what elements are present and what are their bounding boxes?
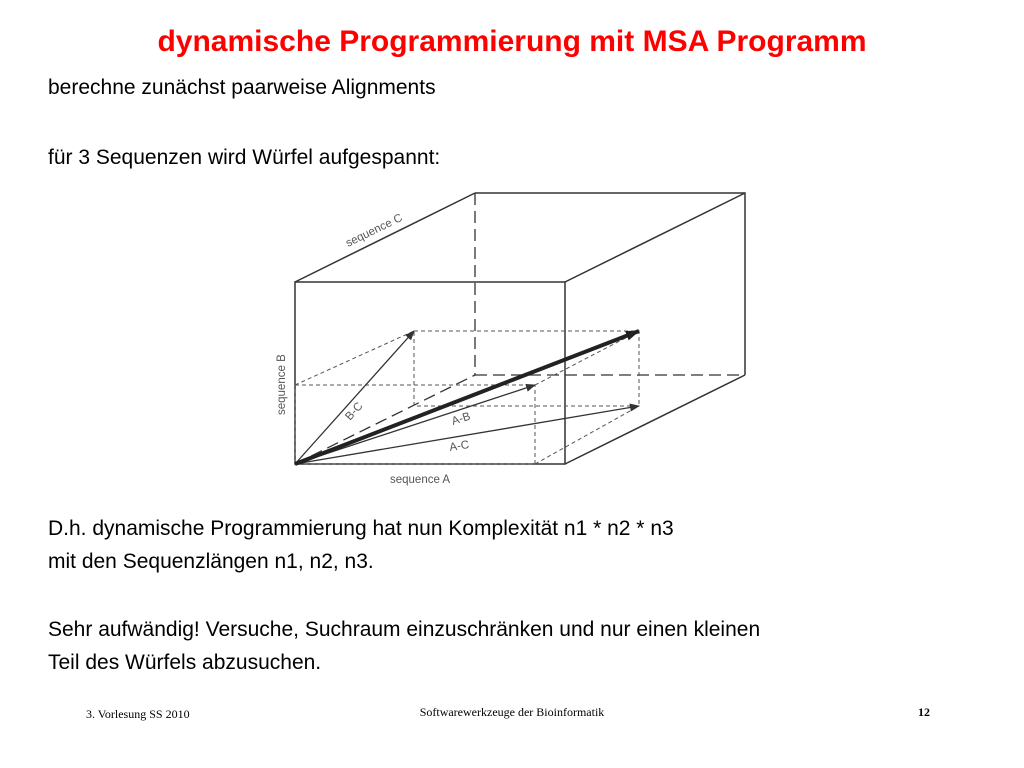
text-cube-spanned: für 3 Sequenzen wird Würfel aufgespannt:: [48, 146, 441, 169]
text-search-subset: Teil des Würfels abzusuchen.: [48, 651, 322, 674]
cube-front-face: [295, 282, 565, 464]
slide-title: dynamische Programmierung mit MSA Programm: [157, 25, 867, 58]
footer-course: Softwarewerkzeuge der Bioinformatik: [419, 705, 605, 719]
cube-back-edges: [475, 193, 745, 375]
cube-hidden-diagonal: [295, 375, 475, 464]
subcube-edge-1: [295, 331, 414, 385]
label-sequence-c: sequence C: [344, 212, 405, 250]
cube-edge-bottom-right: [565, 375, 745, 464]
text-pairwise-alignments: berechne zunächst paarweise Alignments: [48, 76, 436, 99]
cube-edge-top-right: [565, 193, 745, 282]
label-ac: A-C: [448, 439, 471, 454]
text-complexity: D.h. dynamische Programmierung hat nun Komplexität n1 * n2 * n3: [48, 517, 674, 540]
label-sequence-b: sequence B: [276, 354, 288, 415]
text-sequence-lengths: mit den Sequenzlängen n1, n2, n3.: [48, 550, 374, 573]
text-expensive: Sehr aufwändig! Versuche, Suchraum einzuschränken und nur einen kleinen: [48, 618, 761, 641]
label-bc: B-C: [343, 400, 366, 424]
footer-lecture: 3. Vorlesung SS 2010: [86, 707, 190, 721]
cube-diagram: [260, 185, 760, 495]
cube-edge-top-left: [295, 193, 475, 282]
label-sequence-a: sequence A: [390, 474, 451, 486]
footer-page-number: 12: [918, 705, 930, 719]
label-ab: A-B: [450, 410, 473, 428]
